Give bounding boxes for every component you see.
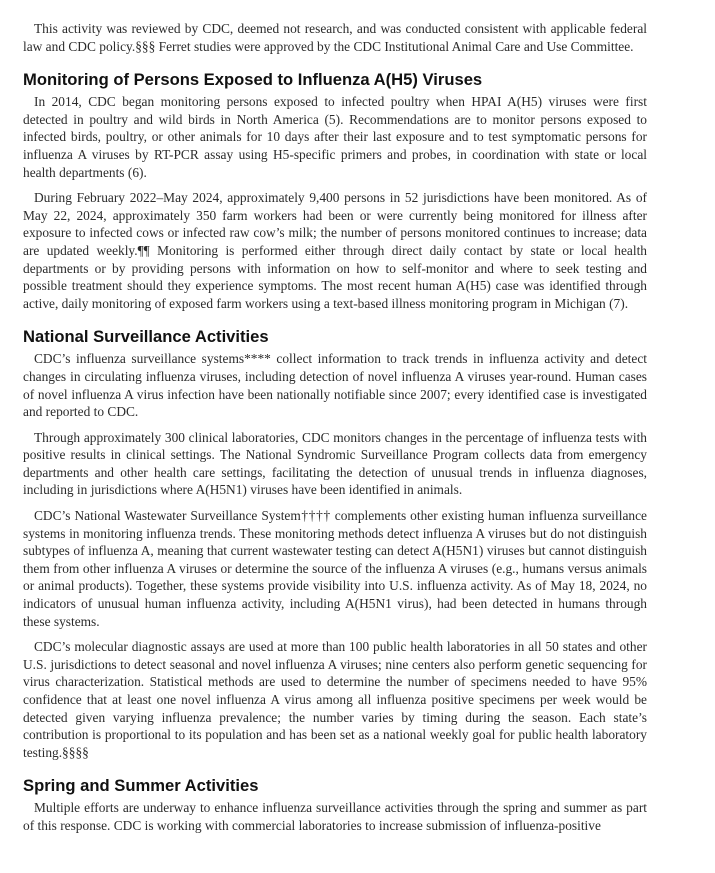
- section-heading-monitoring: Monitoring of Persons Exposed to Influenza A(H5) Viruses: [23, 70, 483, 90]
- monitoring-paragraph-2: During February 2022–May 2024, approximately 9,400 persons in 52 jurisdictions have been monitored. As of May 22, 2024, approximately 350 farm workers had been or were currently being monitored for illness after exposure to infected cows or infected raw cow’s milk; the number of persons monitored continues to increase; data are updated weekly.¶¶ Monitoring is performed either through direct daily contact by state or local health departments or by providing persons with information on how to self-monitor and where to seek testing and possible treatment should they experience symptoms. The most recent human A(H5) case was identified through active, daily monitoring of exposed farm workers using a text-based illness monitoring program in Michigan (7).: [23, 190, 647, 311]
- section-heading-spring-summer: Spring and Summer Activities: [23, 776, 259, 796]
- section-heading-national-surveillance: National Surveillance Activities: [23, 327, 269, 347]
- surveillance-paragraph-2: Through approximately 300 clinical laboratories, CDC monitors changes in the percentage of influenza tests with positive results in clinical settings. The National Syndromic Surveillance Program collects data from emergency departments and other health care settings, facilitating the detection of unusual trends in influenza diagnoses, including in jurisdictions where A(H5N1) viruses have been identified in animals.: [23, 429, 647, 498]
- monitoring-paragraph-1: In 2014, CDC began monitoring persons exposed to infected poultry when HPAI A(H5) viruses were first detected in poultry and wild birds in North America (5). Recommendations are to monitor persons exposed to infected birds, poultry, or other animals for 10 days after their last exposure and to test symptomatic persons for influenza A viruses by RT-PCR assay using H5-specific primers and probes, in coordination with state or local health departments (6).: [23, 94, 647, 180]
- document-page: [23, 20, 647, 843]
- surveillance-paragraph-4: CDC’s molecular diagnostic assays are used at more than 100 public health laboratories in all 50 states and other U.S. jurisdictions to detect seasonal and novel influenza A viruses; nine centers also perform genetic sequencing for virus characterization. Statistical methods are used to determine the number of specimens needed to have 95% confidence that at least one novel influenza A virus among all influenza positive specimens per week would be detected given varying influenza prevalence; the number varies by timing during the season. Each state’s contribution is proportional to its population and has been set as a national weekly goal for public health laboratory testing.§§§§: [23, 639, 647, 760]
- surveillance-paragraph-3: CDC’s National Wastewater Surveillance System†††† complements other existing human influenza surveillance systems in monitoring influenza trends. These monitoring methods detect influenza A viruses but do not distinguish subtypes of influenza A, meaning that current wastewater testing can detect A(H5N1) viruses but cannot distinguish them from other influenza A viruses or determine the source of the influenza A viruses (e.g., humans versus animals or animal products). Together, these systems provide visibility into U.S. influenza activity. As of May 18, 2024, no indicators of unusual human influenza activity, including A(H5N1 virus), had been detected in humans through these systems.: [23, 508, 647, 629]
- surveillance-paragraph-1: CDC’s influenza surveillance systems**** collect information to track trends in influenza activity and detect changes in circulating influenza viruses, including detection of novel influenza A viruses year-round. Human cases of novel influenza A virus infection have been nationally notifiable since 2007; every identified case is investigated and reported to CDC.: [23, 351, 647, 420]
- spring-summer-paragraph-1: Multiple efforts are underway to enhance influenza surveillance activities through the spring and summer as part of this response. CDC is working with commercial laboratories to increase submission of influenza-positive: [23, 800, 647, 833]
- intro-paragraph: This activity was reviewed by CDC, deemed not research, and was conducted consistent with applicable federal law and CDC policy.§§§ Ferret studies were approved by the CDC Institutional Animal Care and Use Committee.: [23, 21, 647, 54]
